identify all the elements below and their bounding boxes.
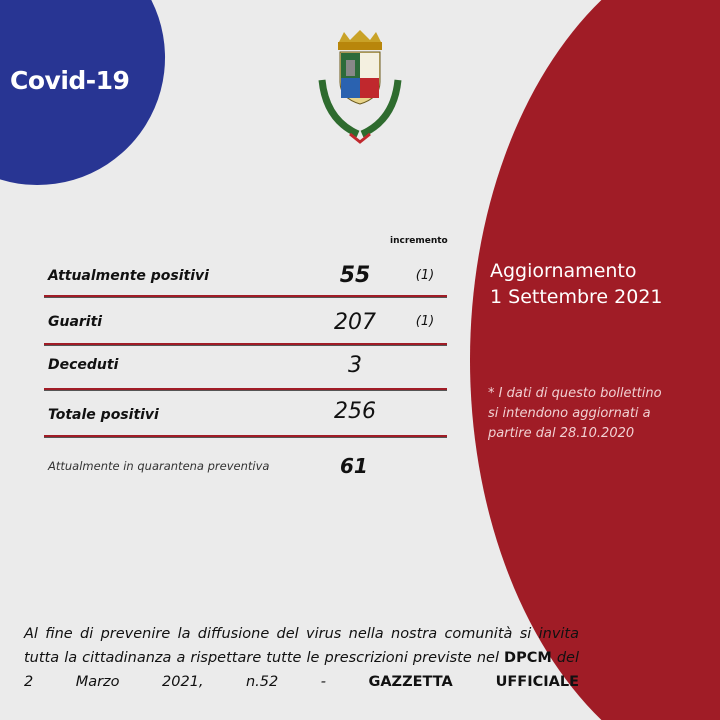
footer-gazzetta: GAZZETTA UFFICIALE: [368, 674, 579, 690]
quarantine-label: Attualmente in quarantena preventiva: [48, 459, 270, 473]
row-value: 256: [334, 399, 376, 424]
increment-header: incremento: [390, 236, 448, 246]
row-value: 55: [339, 263, 371, 288]
note-line: si intendono aggiornati a: [488, 406, 651, 421]
footer-text-part: Al fine di prevenire la diffusione del virus nella nostra comunità si invita tutta la cittadinanza a rispettare tutte le prescrizioni previste nel: [24, 626, 579, 666]
update-line: 1 Settembre 2021: [490, 286, 663, 308]
note-line: partire dal 28.10.2020: [488, 426, 635, 441]
divider: [44, 435, 447, 438]
red-shape-decoration: [470, 0, 720, 720]
note-line: * I dati di questo bollettino: [488, 386, 662, 401]
footer-text: [24, 622, 579, 694]
row-label: Deceduti: [48, 357, 119, 373]
data-note: [488, 384, 713, 444]
row-label: Attualmente positivi: [48, 268, 209, 284]
row-label: Guariti: [48, 314, 103, 330]
footer-dpcm: DPCM: [504, 650, 552, 666]
row-value: 3: [348, 353, 362, 378]
quarantine-value: 61: [340, 454, 368, 478]
update-date: [490, 258, 710, 310]
page-title: Covid-19: [10, 66, 130, 95]
row-value: 207: [334, 310, 376, 335]
row-increment: (1): [415, 314, 435, 329]
update-line: Aggiornamento: [490, 260, 637, 282]
footer-text-part: del 2 Marzo 2021, n.52 -: [24, 650, 579, 690]
divider: [44, 343, 447, 346]
row-increment: (1): [415, 268, 435, 283]
divider: [44, 388, 447, 391]
divider: [44, 295, 447, 298]
coat-of-arms-logo: [312, 30, 408, 154]
row-label: Totale positivi: [48, 407, 159, 423]
